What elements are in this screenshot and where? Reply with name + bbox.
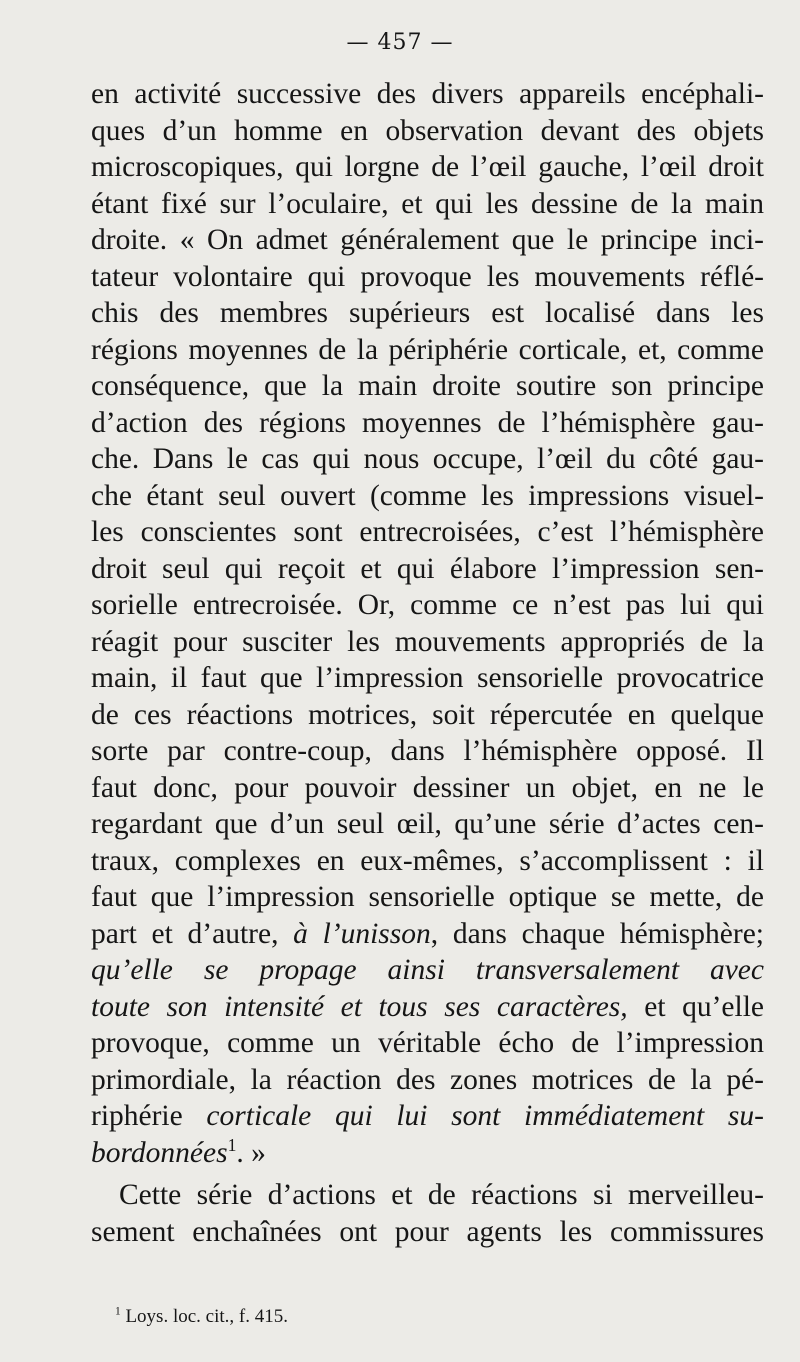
text-line: provoque, comme un véritable écho de l’impression [91,1027,764,1059]
footnote [115,1306,288,1328]
text-line: faut donc, pour pouvoir dessiner un objet, en ne le [91,771,764,804]
text-line: régions moyennes de la périphérie corticale, et, comme [91,333,764,366]
text-line: microscopiques, qui lorgne de l’œil gauche, l’œil droit [91,151,764,183]
text-line: regardant que d’un seul œil, qu’une série d’actes cen- [91,808,764,840]
text-line: étant fixé sur l’oculaire, et qui les dessine de la main [91,187,764,220]
text-line: en activité successive des divers appareils encéphali- [91,78,764,110]
text-line: primordiale, la réaction des zones motrices de la pé- [91,1063,764,1096]
footnote-reference: 1 [227,1134,237,1155]
text-line: de ces réactions motrices, soit répercutée en quelque [91,698,764,731]
text-line: sorte par contre-coup, dans l’hémisphère opposé. Il [91,735,764,767]
body-text [91,76,764,1250]
text-line: Cette série d’actions et de réactions si merveilleu- [119,1179,764,1211]
text-line: che. Dans le cas qui nous occupe, l’œil du côté gau- [91,443,764,475]
text-line: d’action des régions moyennes de l’hémisphère gau- [91,406,764,439]
text-line: che étant seul ouvert (comme les impressions visuel- [91,479,764,512]
text-line: main, il faut que l’impression sensorielle provocatrice [91,662,764,694]
text-line: droit seul qui reçoit et qui élabore l’impression sen- [91,552,764,585]
text-line: toute son intensité et tous ses caractères, et qu’elle [91,990,764,1023]
text-line: conséquence, que la main droite soutire son principe [91,370,764,402]
text-line: chis des membres supérieurs est localisé dans les [91,297,764,329]
text-line: ques d’un homme en observation devant des objets [91,114,764,147]
text-line: part et d’autre, à l’unisson, dans chaque hémisphère; [91,917,764,950]
text-line: droite. « On admet généralement que le principe inci- [91,224,764,256]
footnote-text: Loys. loc. cit., f. 415. [120,1306,288,1327]
text-line: tateur volontaire qui provoque les mouvements réflé- [91,260,764,293]
text-line: qu’elle se propage ainsi transversalement avec [91,954,764,986]
text-line: réagit pour susciter les mouvements appropriés de la [91,625,764,658]
text-line: bordonnées$^1$. » [91,1134,266,1169]
text-line: traux, complexes en eux-mêmes, s’accomplissent : il [91,844,764,877]
footnote-mark: 1 [115,1305,121,1318]
text-line: riphérie corticale qui lui sont immédiatement su- [91,1100,764,1132]
page-number: — 457 — [346,30,454,55]
paragraph-1 [91,76,764,916]
text-line: sorielle entrecroisée. Or, comme ce n’est pas lui qui [91,589,764,621]
text-line: sement enchaînées ont pour agents les commissures [91,1215,764,1248]
text-line: faut que l’impression sensorielle optique se mette, de [91,881,764,913]
text-line: les conscientes sont entrecroisées, c’est l’hémisphère [91,516,764,548]
paragraph-2 [91,1177,764,1250]
